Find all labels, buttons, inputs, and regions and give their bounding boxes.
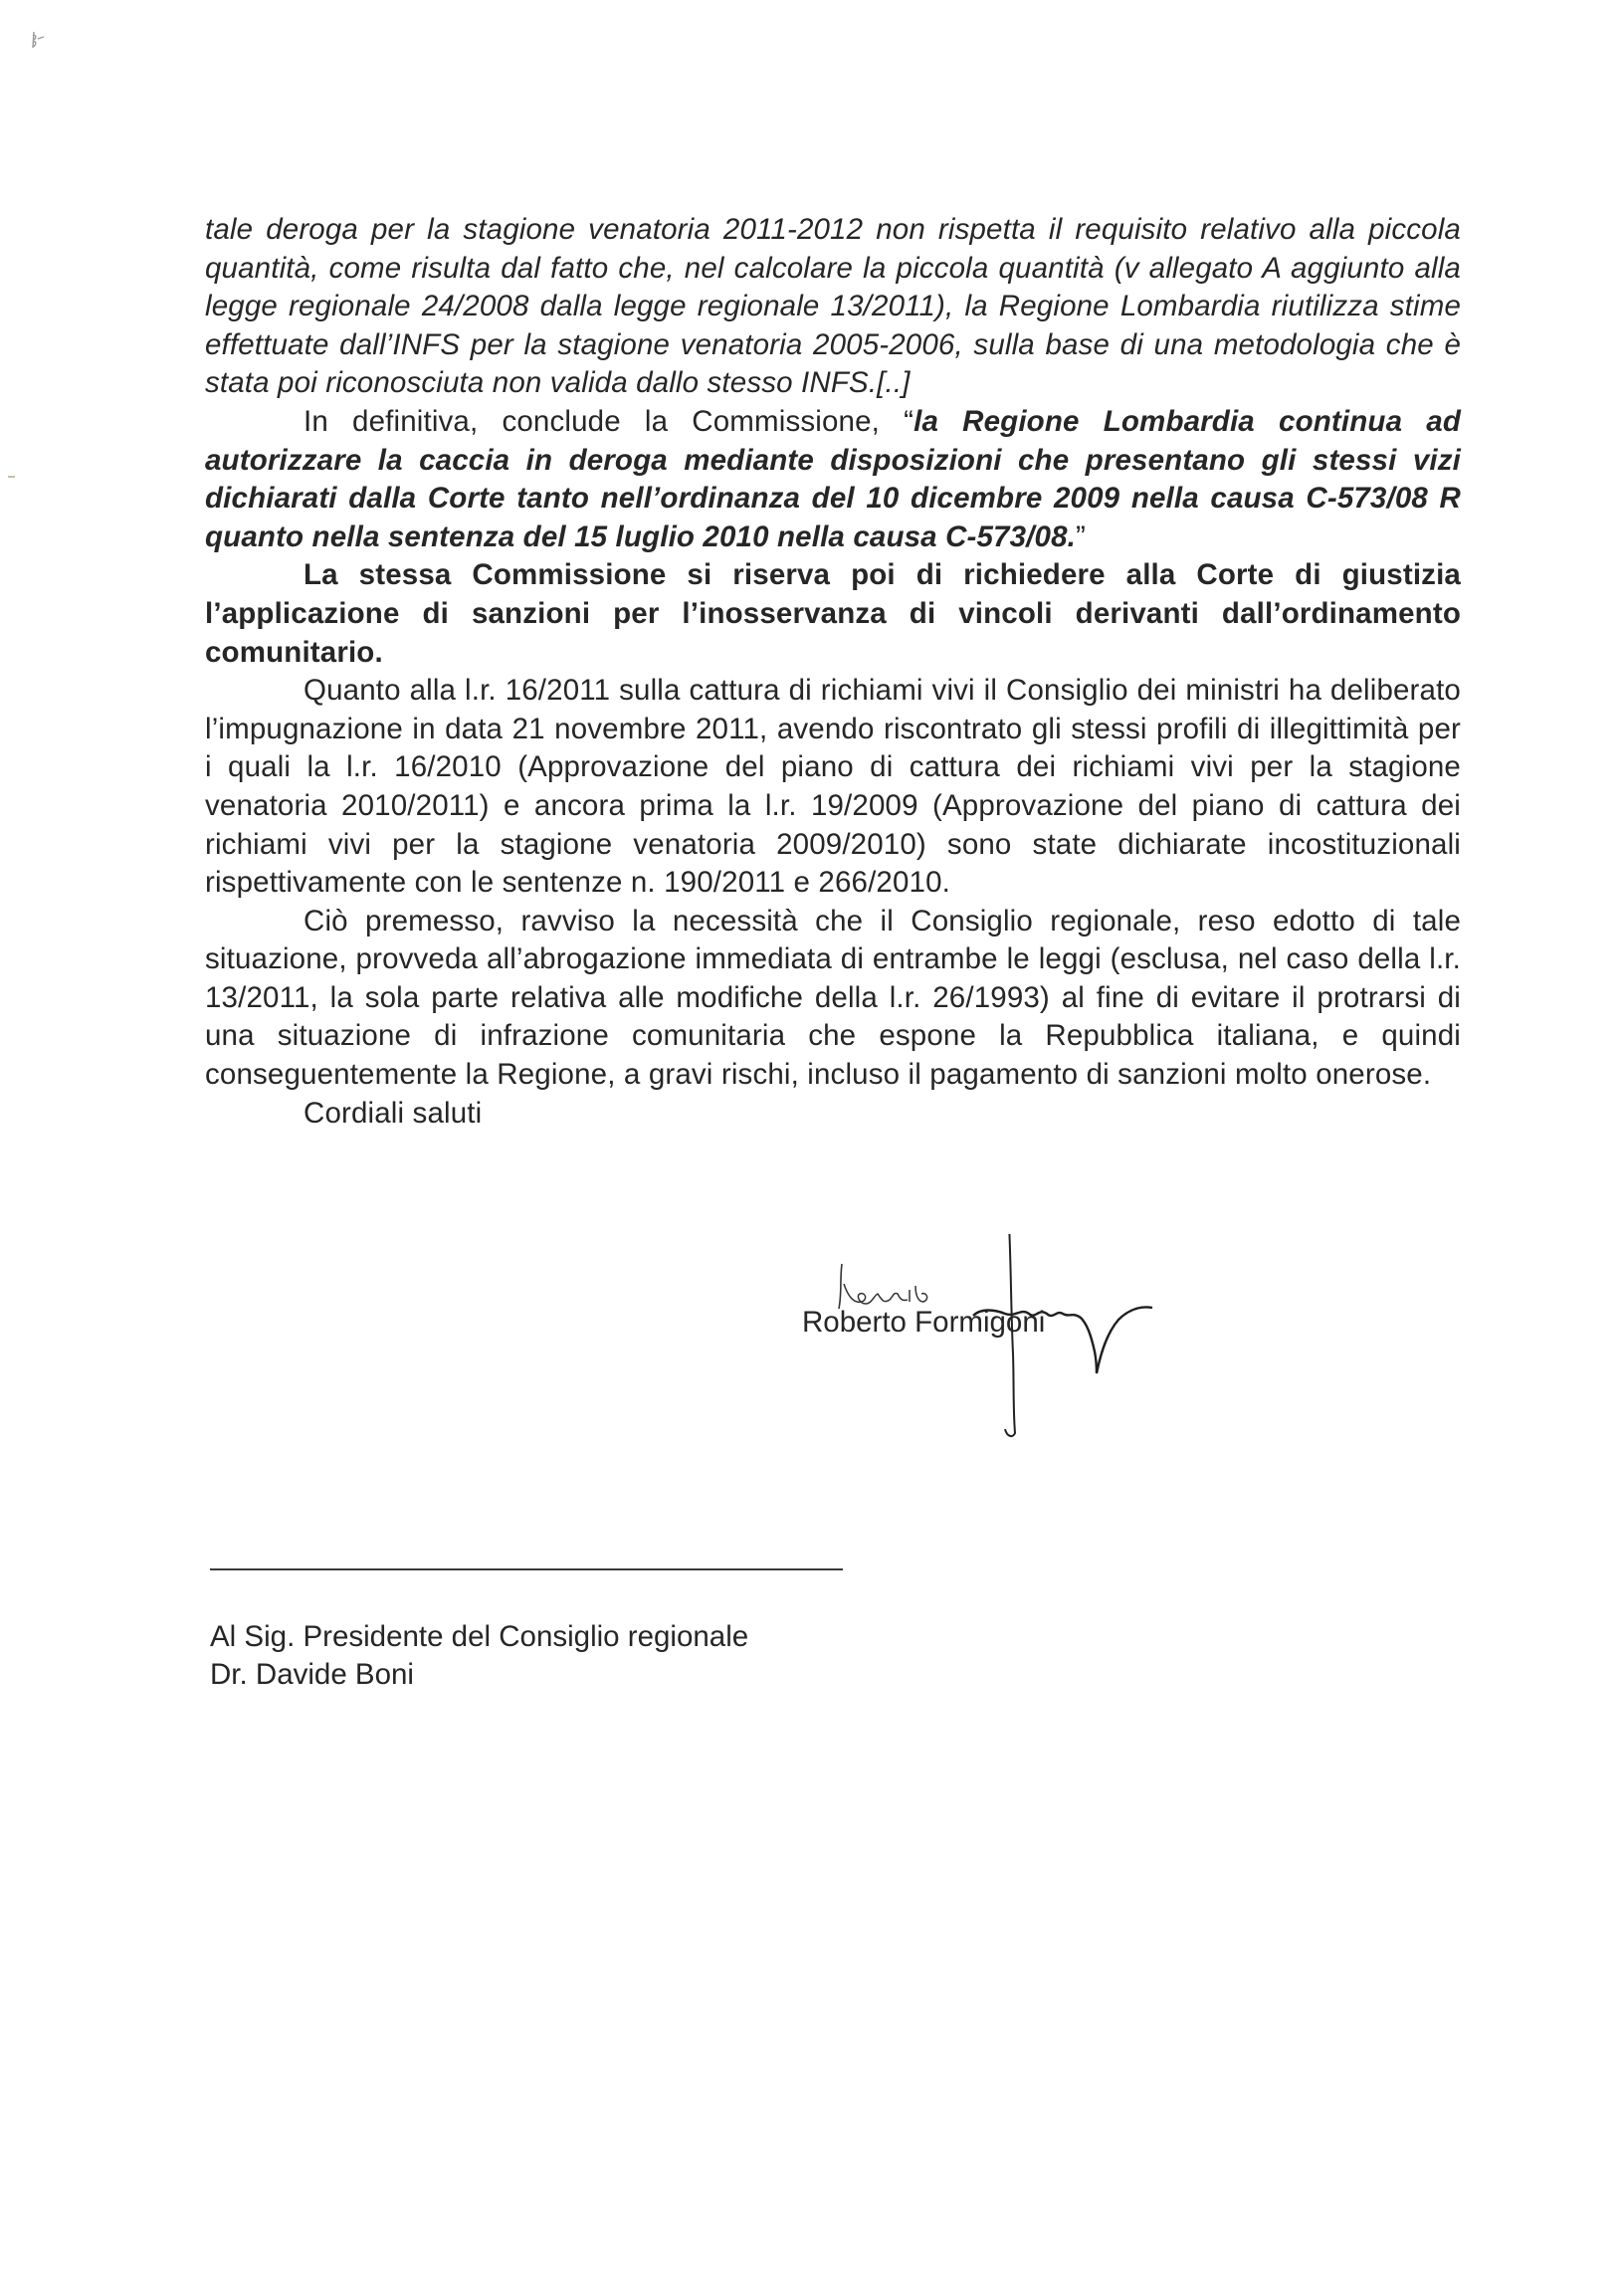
italic-quote-text: tale deroga per la stagione venatoria 2011-2012 non rispetta il requisito relativo alla piccola quantità, come risulta dal fatto che, nel calcolare la piccola quantità (v allegato A aggiunto alla legge regionale 24/2008 dalla legge regionale 13/2011), la Regione Lombardia riutilizza stime effettuate dall’INFS per la stagione venatoria 2005-2006, sulla base di una metodologia che è stata poi riconosciuta non valida dallo stesso INFS.[..] (205, 213, 1461, 400)
letter-body (205, 211, 1461, 1133)
signer-name: Roberto Formigoni (802, 1306, 1046, 1339)
signature-block (802, 1234, 1240, 1453)
paragraph-text: In definitiva, conclude la Commissione, “ (304, 404, 914, 438)
footer-divider-line (210, 1568, 843, 1570)
bold-text: La stessa Commissione si riserva poi di richiedere alla Corte di giustizia l’applicazione di sanzioni per l’inosservanza di vincoli derivanti dall’ordinamento comunitario. (205, 558, 1461, 669)
scan-artifact-mark (28, 28, 50, 54)
body-paragraph (205, 403, 1461, 556)
paragraph-text: Quanto alla l.r. 16/2011 sulla cattura di richiami vivi il Consiglio dei ministri ha deliberato l’impugnazione in data 21 novembre 2011, avendo riscontrato gli stessi profili di illegittimità per i quali la l.r. 16/2010 (Approvazione del piano di cattura dei richiami vivi per la stagione venatoria 2010/2011) e ancora prima la l.r. 19/2009 (Approvazione del piano di cattura dei richiami vivi per la stagione venatoria 2009/2010) sono state dichiarate incostituzionali rispettivamente con le sentenze n. 190/2011 e 266/2010. (205, 674, 1461, 900)
handwritten-signature (802, 1234, 1240, 1453)
body-paragraph (205, 211, 1461, 403)
closing-salutation: Cordiali saluti (304, 1096, 483, 1130)
recipient-line-title: Al Sig. Presidente del Consiglio regionale (210, 1620, 749, 1653)
recipient-line-name: Dr. Davide Boni (210, 1658, 414, 1691)
body-paragraph (205, 672, 1461, 903)
paragraph-text: ” (1075, 520, 1086, 553)
paragraph-text: Ciò premesso, ravviso la necessità che il Consiglio regionale, reso edotto di tale situazione, provveda all’abrogazione immediata di entrambe le leggi (esclusa, nel caso della l.r. 13/2011, la sola parte relativa alle modifiche della l.r. 26/1993) al fine di evitare il protrarsi di una situazione di infrazione comunitaria che espone la Repubblica italiana, e quindi conseguentemente la Regione, a gravi rischi, incluso il pagamento di sanzioni molto onerose. (205, 904, 1461, 1092)
body-paragraph (205, 903, 1461, 1095)
quoted-emphasis-text: la Regione Lombardia continua ad autorizzare la caccia in deroga mediante disposizioni che presentano gli stessi vizi dichiarati dalla Corte tanto nell’ordinanza del 10 dicembre 2009 nella causa C-573/08 R quanto nella sentenza del 15 luglio 2010 nella causa C-573/08. (205, 404, 1461, 553)
scan-speck (8, 476, 15, 478)
recipient-address (210, 1618, 748, 1694)
body-paragraph (205, 556, 1461, 672)
